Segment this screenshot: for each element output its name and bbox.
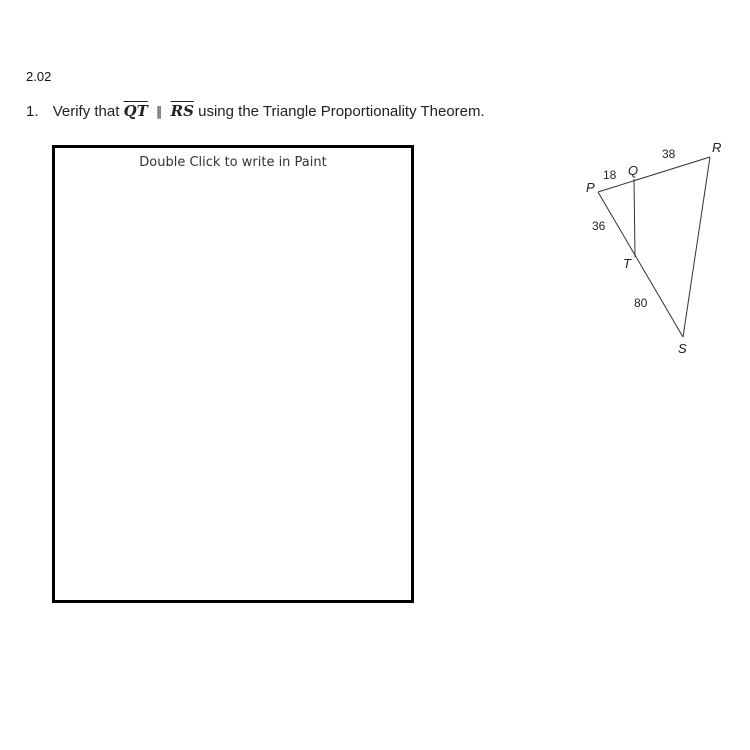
segment-qt-line [634, 179, 635, 257]
vertex-r-label: R [712, 140, 722, 155]
vertex-p-label: P [586, 180, 595, 195]
segment-rs: $\overline{RS}$ [170, 102, 194, 120]
vertex-q-label: Q [628, 163, 639, 178]
parallel-symbol: ∥ [155, 105, 163, 120]
paint-drawing-box[interactable] [52, 145, 414, 603]
section-number: 2.02 [26, 69, 52, 84]
segment-qt: $\overline{QT}$ [123, 102, 148, 120]
triangle-figure [560, 130, 740, 370]
length-pt-label: 36 [592, 219, 606, 233]
side-rs [683, 157, 710, 337]
paint-box-caption: Double Click to write in Paint [139, 155, 327, 170]
question-text [26, 102, 485, 120]
side-ps [598, 192, 683, 337]
length-ts-label: 80 [634, 296, 648, 310]
length-pq-label: 18 [603, 168, 617, 182]
vertex-t-label: T [623, 256, 631, 271]
question-number: 1. [26, 103, 39, 120]
length-qr-label: 38 [662, 147, 676, 161]
vertex-s-label: S [678, 341, 687, 356]
question-suffix: using the Triangle Proportionality Theorem. [198, 103, 485, 120]
question-prefix: Verify that [52, 103, 120, 120]
